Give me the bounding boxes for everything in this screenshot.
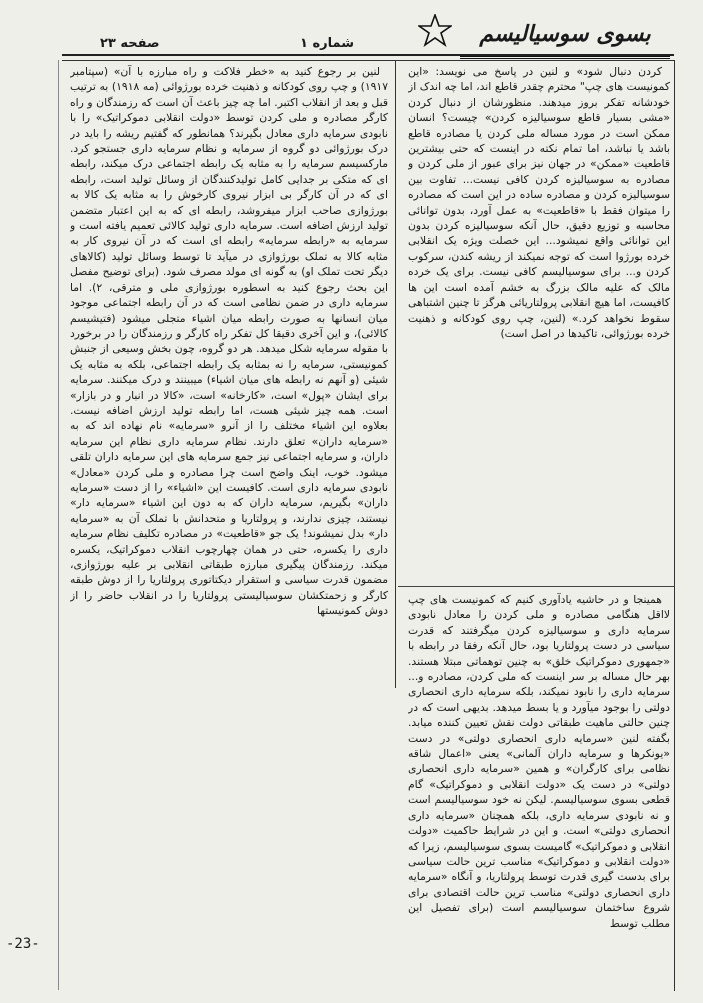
star-icon	[418, 14, 452, 48]
margin-line	[58, 60, 59, 990]
handwritten-page-mark: -23-	[6, 936, 40, 952]
issue-number: شماره ۱	[300, 36, 355, 51]
right-column-text	[408, 64, 670, 594]
lower-right-text	[408, 592, 670, 992]
left-column-paragraph: لنین بر رجوع کنید به «خطر فلاکت و راه مبارزه با آن» (سپتامبر ۱۹۱۷) و چپ روی کودکانه و ذهنیت خرده بورژوائی (مه ۱۹۱۸) به ترتیب قبل و بعد از انقلاب اکتبر. اما چه چیز باعث آن است که رزمندگان و راه کارگر مصادره و ملی کردن توسط «دولت انقلابی دموکراتیک» را با نابودی سرمایه داری معادل بگیرند؟ همانطور که گفتیم ریشه را باید در درک بورژوائی دو گروه از سرمایه و نظام سرمایه داری جستجو کرد. مارکسیسم سرمایه را به مثابه یک رابطه اجتماعی درک میکند، رابطه ای که متکی بر جدایی کامل تولیدکنندگان از وسائل تولید است، رابطه ای که در آن کارگر بی ابزار نیروی کارخوش را به مثابه یک کالا به بورژوازی صاحب ابزار میفروشد، رابطه ای که به این اعتبار متضمن تولید ارزش اضافه است. سرمایه داری تولید کالائی تعمیم یافته است و سرمایه به «رابطه سرمایه» رابطه ای است که در آن نیروی کار به مثابه کالا به تملک بورژوازی در میآید تا توسط وسائل تولید (کالاهای دیگر تحت تملک او) به گونه ای مولد مصرف شود. (برای توضیح مفصل این بحث رجوع کنید به اسطوره بورژوازی ملی و مترقی، ۲). اما سرمایه داری در ضمن نظامی است که در آن رابطه اجتماعی موجود میان انسانها به صورت رابطه میان اشیاء متجلی میشود (فتیشیسم کالائی)، و این آخری دقیقا کل تفکر راه کارگر و رزمندگان را در برخورد با مقوله سرمایه شکل میدهد. هر دو گروه، چون بخش وسیعی از جنبش کمونیستی، سرمایه را نه بمثابه یک رابطه اجتماعی، بلکه به مثابه یک شیئی (و آنهم نه رابطه های میان اشیاء) میبینند و درک میکنند. سرمایه برای ایشان «پول» است، «کارخانه» است، «کالا در انبار و در بازار» است. همه چیز شیئی هست، اما رابطه تولید ارزش اضافه نیست. بعلاوه این اشیاء مختلف را از آنرو «سرمایه» نام نهاده اند که به «سرمایه داران» تعلق دارند. نظام سرمایه داری نظام این سرمایه داران، و سرمایه اجتماعی نیز جمع سرمایه های این سرمایه داران تلقی میشود. خوب، اینک واضح است چرا مصادره و ملی کردن «معادل» نابودی سرمایه داری است. کافیست این «اشیاء» را از دست «سرمایه داران» بگیریم، سرمایه داران که به دون این اشیاء «سرمایه دار» نیستند، چیزی ندارند، و پرولتاریا و متحدانش با تملک آن به «سرمایه دار» بدل نمیشوند! یک جو «قاطعیت» در مصادره تکلیف نظام سرمایه داری را یکسره، حتی در همان چهارچوب انقلاب دموکراتیک، یکسره میکند. رزمندگان پیگیری مبارزه طبقاتی انقلابی بر علیه بورژوازی، مضمون قدرت سیاسی و استقرار دیکتاتوری پرولتاریا را از دوش طبقه کارگر و زحمتکشان سوسیالیستی پرولتاریا را در انقلاب حاضر را از دوش کمونیستها	[70, 65, 388, 618]
left-column-text	[70, 64, 388, 984]
masthead-logo: بسوی سوسیالیسم	[460, 12, 670, 59]
right-column-paragraph: کردن دنبال شود» و لنین در پاسخ می نویسد: «این کمونیست های چپ" محترم چقدر قاطع اند، اما چه اندک از خودشانه تفکر بروز میدهند. منظورشان از دنبال کردن «مشی بسیار قاطع سوسیالیزه کردن» چیست؟ انسان ممکن است در مورد مساله ملی کردن یا مصادره قاطع باشد یا نباشد، اما تمام نکته در اینست که حتی بیشترین قاطعیت «ممکن» در جهان نیز برای عبور از ملی کردن و مصادره به سوسیالیزه کردن کافی نیست... تفاوت بین سوسیالیزه کردن و مصادره ساده در این است که مصادره را میتوان فقط با «قاطعیت» به عمل آورد، بدون توانائی محاسبه و توزیع دقیق، حال آنکه سوسیالیزه کردن بدون این توانائی واقع نمیشود... این خصلت ویژه یک انقلابی خرده بورژوا است که توجه نمیکند از ریشه کندن، سرکوب کردن و... برای سوسیالیسم کافی نیست. برای یک خرده مالک که علیه مالک بزرگ به خشم آمده است این ها کافیست، اما هیچ انقلابی پرولتاریائی هرگز تا چنین اشتباهی سقوط نخواهد کرد.» (لنین، چپ روی کودکانه و ذهنیت خرده بورژوائی، تاکیدها در اصل است)	[408, 65, 670, 340]
page-number: صفحه ۲۳	[100, 36, 160, 51]
lower-right-paragraph: همینجا و در حاشیه یادآوری کنیم که کمونیست های چپ لااقل هنگامی مصادره و ملی کردن را معادل نابودی سرمایه داری و سوسیالیزه کردن میگرفتند که قدرت سیاسی در دست پرولتاریا بود، حال آنکه رفقا در رابطه با «جمهوری دموکراتیک خلق» به چنین توهماتی مبتلا هستند. بهر حال مساله بر سر اینست که ملی کردن، مصادره و... سرمایه داری را نابود نمیکند، بلکه سرمایه داری انحصاری دولتی را بوجود میآورد و یا بسط میدهد. بدیهی است که در چنین حالتی ماهیت طبقاتی دولت نقش تعیین کننده میابد. بگفته لنین «سرمایه داری انحصاری دولتی» در دست «یونکرها و سرمایه داران آلمانی» یعنی «اعمال شاقه نظامی برای کارگران» و همین «سرمایه داری انحصاری دولتی» در دست یک «دولت انقلابی و دموکراتیک» گام قطعی بسوی سوسیالیسم. لیکن نه خود سوسیالیسم است و نه نابودی سرمایه داری، بلکه همچنان «سرمایه داری انحصاری دولتی» است. و این در شرایط حاکمیت «دولت انقلابی و دموکراتیک» گامیست بسوی سوسیالیسم، زیرا که «دولت انقلابی و دموکراتیک» مناسب ترین حالت سیاسی برای بدست گیری قدرت توسط پرولتاریا، و آنگاه «سرمایه داری انحصاری دولتی» مناسب ترین حالت اقتصادی برای شروع ساختمان سوسیالیسم است (برای تفصیل این مطلب توسط	[408, 593, 670, 930]
column-divider	[395, 60, 396, 688]
